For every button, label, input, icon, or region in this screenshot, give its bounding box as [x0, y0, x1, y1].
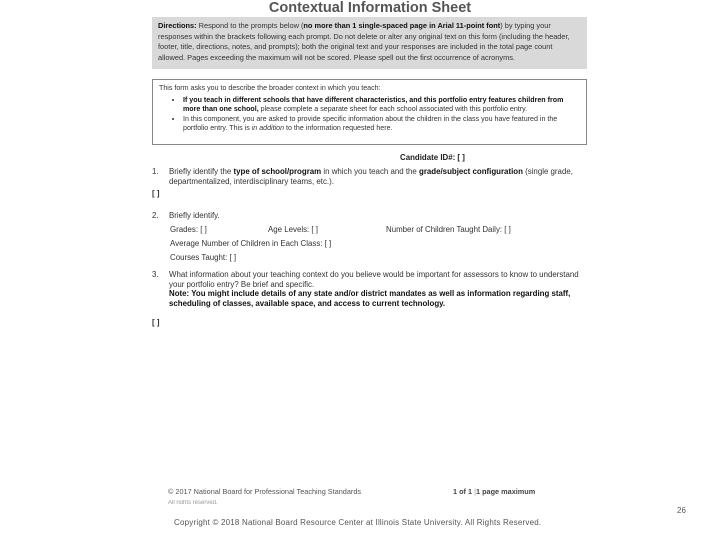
answer-3-field[interactable]: [ ]	[152, 318, 160, 327]
candidate-id-field[interactable]: Candidate ID#: [ ]	[400, 153, 465, 162]
question-2: 2. Briefly identify.	[152, 211, 220, 220]
question-1: 1. Briefly identify the type of school/program in which you teach and the grade/subject configuration (single grade, departmentalized, interdisciplinary teams, etc.).	[152, 167, 573, 186]
slide-page-number: 26	[677, 506, 686, 515]
age-levels-field[interactable]: Age Levels: [ ]	[268, 225, 319, 234]
footer-rights: All rights reserved.	[168, 500, 218, 504]
context-intro: This form asks you to describe the broader context in which you teach:	[159, 84, 381, 92]
footer-copyright: © 2017 National Board for Professional Teaching Standards	[168, 487, 362, 496]
slide-copyright: Copyright © 2018 National Board Resource Center at Illinois State University. All Rights Reserved.	[174, 518, 542, 527]
directions-text: ) by typing your responses within the brackets following each prompt. Do not delete or alter any original text on this form (including the header, footer, title, directions, notes, and prompts); both the original text and your responses are included in the total page count allowed. Pages exceeding the maximum will not be scored. Please spell out the first occurrence of acronyms.	[158, 21, 570, 62]
context-bullet: • If you teach in different schools that have different characteristics, and this portfolio entry features children from more than one school, please complete a separate sheet for each school associated with this portfolio entry.	[183, 96, 580, 114]
directions-box	[152, 17, 587, 69]
question-3-note: Note: You might include details of any state and/or district mandates as well as information regarding staff, scheduling of classes, available space, and access to current technology.	[169, 289, 571, 308]
context-bullet: • In this component, you are asked to provide specific information about the children in the class you have featured in the portfolio entry. This is in addition to the information requested here.	[183, 115, 580, 133]
directions-label: Directions:	[158, 21, 197, 30]
courses-field[interactable]: Courses Taught: [ ]	[170, 253, 237, 262]
footer-page-count: 1 of 1 |1 page maximum	[453, 487, 536, 496]
directions-text: Respond to the prompts below (	[196, 21, 304, 30]
directions-bold: no more than 1 single-spaced page in Arial 11-point font	[303, 21, 501, 30]
page-title: Contextual Information Sheet	[268, 0, 472, 16]
context-box	[152, 79, 587, 145]
children-daily-field[interactable]: Number of Children Taught Daily: [ ]	[386, 225, 511, 234]
grades-field[interactable]: Grades: [ ]	[170, 225, 207, 234]
answer-1-field[interactable]: [ ]	[152, 189, 160, 198]
avg-children-field[interactable]: Average Number of Children in Each Class: [ ]	[170, 239, 332, 248]
question-3: 3. What information about your teaching context do you believe would be important for assessors to know to understand your portfolio entry? Be brief and specific. Note: You might include details of any state and/or district mandates as well as information regarding staff, scheduling of classes, available space, and access to current technology.	[152, 270, 579, 308]
